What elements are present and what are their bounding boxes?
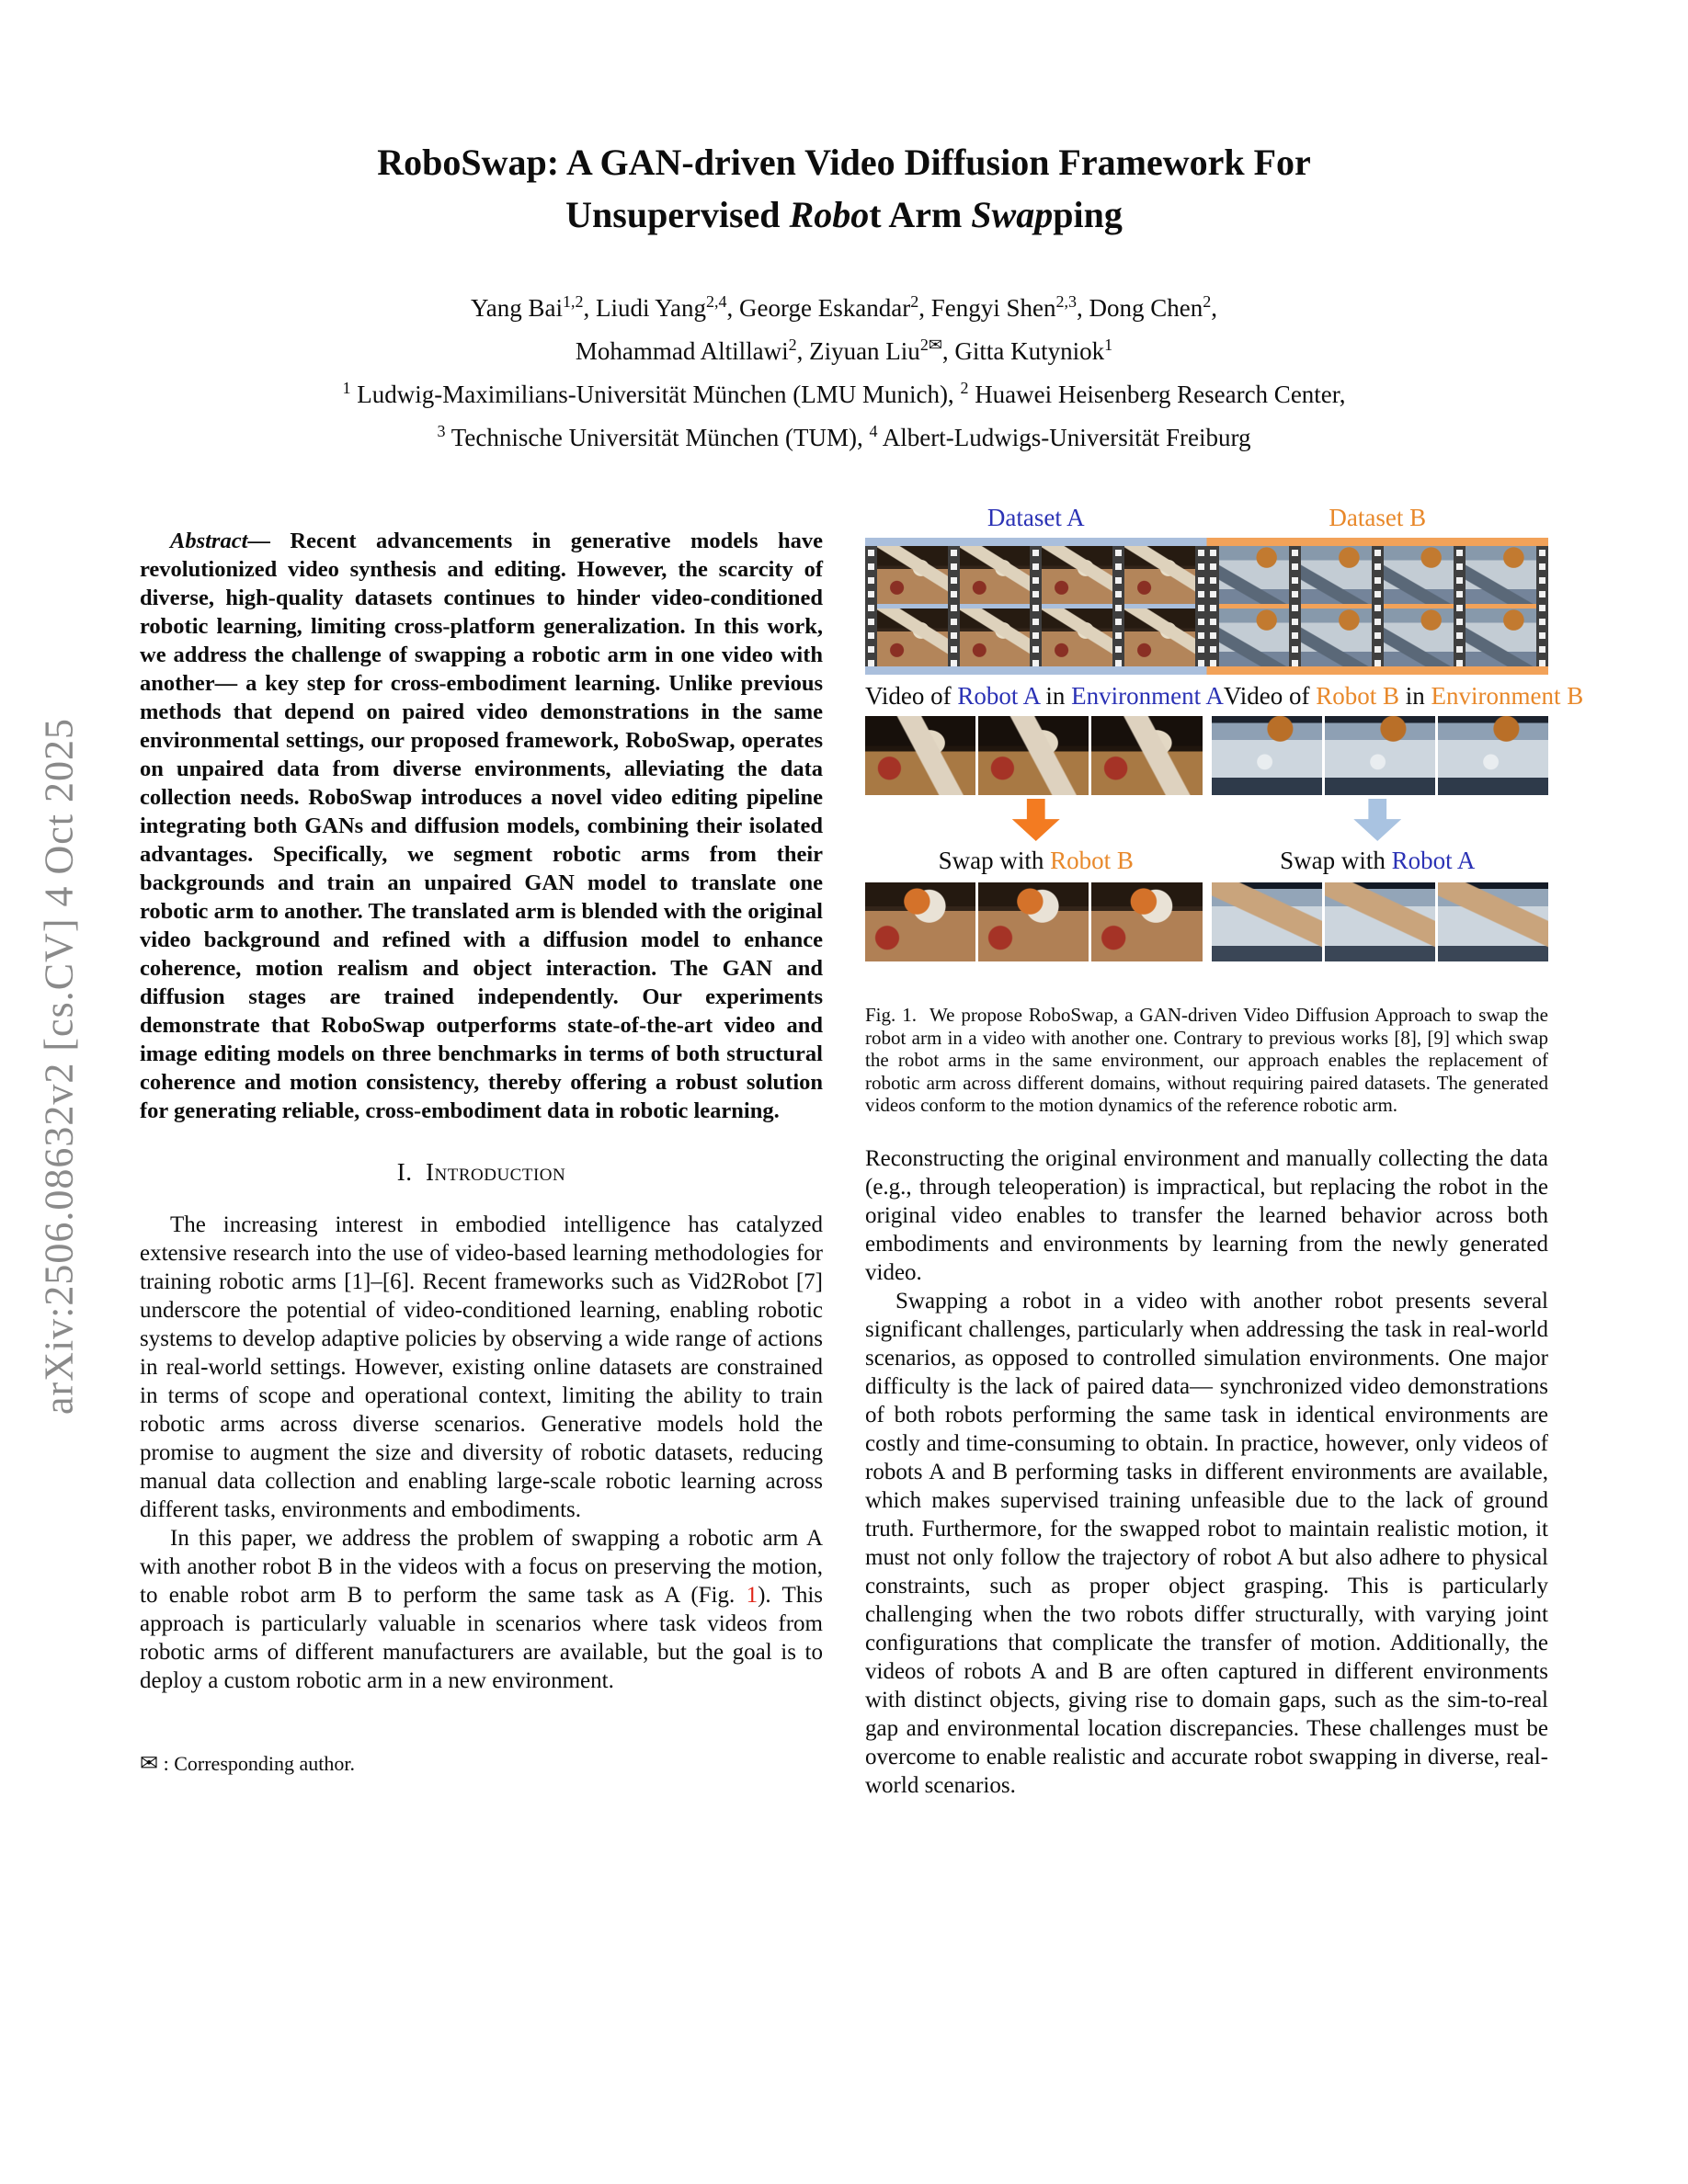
author-name: , Fengyi Shen <box>918 294 1056 322</box>
affiliation-text: Ludwig-Maximilians-Universität München (LMU Munich), <box>350 381 961 408</box>
label-text: Video of <box>865 682 958 710</box>
video-frame-thumb <box>1124 609 1195 666</box>
title-line-2 <box>0 188 1688 241</box>
corresponding-author-footnote <box>140 1750 823 1777</box>
paper-header <box>0 0 1688 456</box>
video-frame-thumb <box>1466 546 1536 604</box>
film-frame-column <box>1219 546 1290 666</box>
title-text: ping <box>1053 194 1123 235</box>
robot-a-label: Robot A <box>1391 847 1476 874</box>
film-frame-column <box>1042 546 1112 666</box>
left-column <box>140 504 823 1777</box>
affiliation-line-2 <box>0 413 1688 456</box>
figure-1-caption <box>865 1004 1548 1117</box>
video-source-labels-row <box>865 682 1584 711</box>
right-column-paragraph-1: Reconstructing the original environment and manually collecting the data (e.g., through teleoperation) is impractical, but replacing the robot in the original video enables to transfer the learned behavior across both embodiments and environments by learning from the newly generated video. <box>865 1145 1548 1285</box>
title-text: Unsupervised <box>565 194 790 235</box>
label-text: in <box>1399 682 1431 710</box>
author-sup: 2,3 <box>1055 292 1077 311</box>
label-text: Swap with <box>938 847 1051 874</box>
down-arrow-icon-blue <box>1353 799 1401 841</box>
author-sup: 2 <box>910 292 919 311</box>
author-sup: 2 <box>1203 292 1212 311</box>
video-frame <box>1091 716 1202 795</box>
video-frame <box>978 716 1089 795</box>
envelope-icon: ✉ <box>140 1751 159 1776</box>
video-frame-thumb <box>1124 546 1195 604</box>
footnote-text: : Corresponding author. <box>158 1751 355 1775</box>
video-frame-thumb <box>960 546 1031 604</box>
figure-1-reference-link[interactable]: 1 <box>746 1582 758 1608</box>
environment-b-label: Environment B <box>1431 682 1584 710</box>
author-line-2 <box>0 326 1688 370</box>
abstract-label: Abstract <box>170 528 248 553</box>
author-sup: 2 <box>788 336 797 354</box>
label-text: in <box>1039 682 1072 710</box>
swap-labels-row <box>865 847 1548 875</box>
affiliation-text: Huawei Heisenberg Research Center, <box>968 381 1346 408</box>
video-frame-thumb <box>1042 546 1112 604</box>
video-frame-thumb <box>1219 546 1290 604</box>
arxiv-watermark: arXiv:2506.08632v2 [cs.CV] 4 Oct 2025 <box>36 718 82 1416</box>
figure-1 <box>865 504 1584 961</box>
right-column <box>865 504 1584 1800</box>
swapped-robot-b-frames <box>865 882 1203 961</box>
title-italic: Robo <box>789 194 870 235</box>
affiliation-line-1 <box>0 370 1688 413</box>
author-name: Yang Bai <box>470 294 564 322</box>
film-sprocket <box>1454 546 1466 666</box>
author-sup: 1 <box>1104 336 1113 354</box>
robot-b-label: Robot B <box>1316 682 1400 710</box>
section-heading-introduction <box>140 1158 823 1187</box>
right-column-paragraph-2: Swapping a robot in a video with another robot presents several significant challenges, particularly when addressing the task in real-world scenarios, as opposed to controlled simulation environments. One major difficulty is the lack of paired data— synchronized video demonstrations of both robots performing the same task in identical environments are costly and time-consuming to obtain. In practice, however, only videos of robots A and B performing tasks in different environments are available, which makes supervised training unfeasible due to the lack of ground truth. Furthermore, for the swapped robot to maintain realistic motion, it must not only follow the trajectory of robot A but also adhere to physical constraints, such as proper object grasping. This is particularly challenging when the two robots differ structurally, with varying joint configurations that complicate the transfer of motion. Additionally, the videos of robots A and B are often captured in different environments with distinct objects, giving rise to domain gaps, such as the sim-to-real gap and environmental location discrepancies. These challenges must be overcome to enable realistic and accurate robot swapping in diverse, real-world scenarios. <box>865 1288 1548 1798</box>
video-frame-thumb <box>877 609 948 666</box>
video-frame <box>1325 716 1435 795</box>
video-frame <box>1438 882 1548 961</box>
video-frame <box>865 882 975 961</box>
dataset-b-label: Dataset B <box>1329 504 1427 531</box>
author-name: , George Eskandar <box>726 294 911 322</box>
robot-b-label: Robot B <box>1050 847 1134 874</box>
video-frame <box>1325 882 1435 961</box>
swap-arrows-row <box>865 799 1548 845</box>
film-sprocket <box>1112 546 1124 666</box>
author-name: , Dong Chen <box>1077 294 1203 322</box>
film-sprocket <box>1536 546 1548 666</box>
paragraph-text: In this paper, we address the problem of swapping a robotic arm A with another robot B in the videos with a focus on preserving the motion, to enable robot arm B to perform the same task as A (Fig. <box>140 1525 823 1608</box>
affiliation-sup: 1 <box>342 379 351 397</box>
paragraph-text: ). This approach is particularly valuable in scenarios where task videos from robotic arms of different manufacturers are available, but the goal is to deploy a custom robotic arm in a new environment. <box>140 1582 824 1693</box>
author-name: Mohammad Altillawi <box>575 337 789 365</box>
video-frame <box>1438 716 1548 795</box>
video-b-label <box>1224 682 1583 711</box>
author-name: , Ziyuan Liu <box>796 337 920 365</box>
film-frame-column <box>1384 546 1454 666</box>
abstract-dash: — <box>247 528 270 553</box>
affiliation-block <box>0 370 1688 456</box>
right-arrow-slot <box>1207 799 1549 845</box>
film-sprocket <box>1030 546 1042 666</box>
video-frame <box>978 882 1089 961</box>
intro-paragraph-1: The increasing interest in embodied intelligence has catalyzed extensive research into the use of video-based learning methodologies for training robotic arms [1]–[6]. Recent frameworks such as Vid2Robot [7] underscore the potential of video-conditioned learning, enabling robotic systems to develop adaptive policies by observing a wide range of actions in real-world settings. However, existing online datasets are constrained in terms of scope and operational context, limiting the ability to train robotic arms across diverse scenarios. Generative models hold the promise to augment the size and diversity of robotic datasets, reducing manual data collection and enabling large-scale robotic learning across different tasks, environments and embodiments. <box>140 1211 823 1522</box>
video-frame-thumb <box>1384 546 1454 604</box>
film-frame-column <box>877 546 948 666</box>
label-text: Swap with <box>1280 847 1392 874</box>
video-frame <box>1212 882 1322 961</box>
affiliation-sup: 2 <box>960 379 969 397</box>
robot-a-label: Robot A <box>957 682 1040 710</box>
filmstrip <box>865 538 1548 675</box>
video-frame-thumb <box>1042 609 1112 666</box>
two-column-body <box>0 504 1688 1800</box>
section-number: I. <box>396 1157 413 1186</box>
environment-a-label: Environment A <box>1071 682 1224 710</box>
figure-caption-tag: Fig. 1. <box>865 1004 917 1026</box>
title-line-1: RoboSwap: A GAN-driven Video Diffusion Framework For <box>377 142 1311 183</box>
video-frame <box>1212 716 1322 795</box>
film-sprocket <box>1195 546 1207 666</box>
author-sup: 2✉ <box>919 336 942 354</box>
author-line-1 <box>0 283 1688 326</box>
film-frame-column <box>1466 546 1536 666</box>
author-sup: 2,4 <box>706 292 727 311</box>
label-text: Video of <box>1223 682 1317 710</box>
dataset-labels-row <box>865 504 1548 532</box>
swap-with-robot-b-label <box>865 847 1207 875</box>
abstract-paragraph <box>140 527 823 1125</box>
video-frame-thumb <box>877 546 948 604</box>
video-frame <box>865 716 975 795</box>
section-title: Introduction <box>426 1157 566 1186</box>
affiliation-text: Technische Universität München (TUM), <box>445 424 870 451</box>
affiliation-text: Albert-Ludwigs-Universität Freiburg <box>877 424 1251 451</box>
author-name: , Liudi Yang <box>583 294 707 322</box>
video-a-label <box>865 682 1224 711</box>
video-frame-thumb <box>1301 546 1372 604</box>
robot-a-video-frames <box>865 716 1203 795</box>
abstract-text: Recent advancements in generative models have revolutionized video synthesis and editing. However, the scarcity of diverse, high-quality datasets continues to hinder video-conditioned robotic learning, limiting cross-platform generalization. In this work, we address the challenge of swapping a robotic arm in one video with another— a key step for cross-embodiment learning. Unlike previous methods that depend on paired video demonstrations in the same environmental settings, our proposed framework, RoboSwap, operates on unpaired data from diverse environments, alleviating the data collection needs. RoboSwap introduces a novel video editing pipeline integrating both GANs and diffusion models, combining their isolated advantages. Specifically, we segment robotic arms from their backgrounds and train an unpaired GAN model to translate one robotic arm to another. The translated arm is blended with the original video background and refined with a diffusion model to enhance coherence, motion realism and object interaction. The GAN and diffusion stages are trained independently. Our experiments demonstrate that RoboSwap outperforms state-of-the-art video and image editing models on three benchmarks in terms of both structural coherence and motion consistency, thereby offering a robust solution for generating reliable, cross-embodiment data in robotic learning. <box>140 528 823 1123</box>
swap-with-robot-a-label <box>1207 847 1549 875</box>
swapped-video-frames-row <box>865 882 1548 961</box>
video-frame <box>1091 882 1202 961</box>
source-video-frames-row <box>865 716 1548 795</box>
author-name: , <box>1211 294 1217 322</box>
title-text: t Arm <box>869 194 972 235</box>
swapped-robot-a-frames <box>1212 882 1549 961</box>
affiliation-sup: 4 <box>869 422 878 440</box>
author-block <box>0 283 1688 370</box>
dataset-a-label: Dataset A <box>987 504 1085 531</box>
intro-paragraph-2 <box>140 1524 823 1695</box>
left-arrow-slot <box>865 799 1207 845</box>
video-frame-thumb <box>1219 609 1290 666</box>
video-frame-thumb <box>960 609 1031 666</box>
filmstrip-dataset-a <box>865 546 1207 666</box>
film-sprocket <box>948 546 960 666</box>
film-frame-column <box>1301 546 1372 666</box>
down-arrow-icon-orange <box>1012 799 1060 841</box>
video-frame-thumb <box>1384 609 1454 666</box>
author-name: , Gitta Kutyniok <box>941 337 1105 365</box>
title-italic: Swap <box>971 194 1054 235</box>
affiliation-sup: 3 <box>437 422 446 440</box>
film-sprocket <box>1207 546 1219 666</box>
paper-title <box>0 136 1688 241</box>
film-frame-column <box>960 546 1031 666</box>
author-sup: 1,2 <box>563 292 584 311</box>
film-frame-column <box>1124 546 1195 666</box>
film-sprocket <box>1289 546 1301 666</box>
figure-caption-text: We propose RoboSwap, a GAN-driven Video Diffusion Approach to swap the robot arm in a video with another one. Contrary to previous works [8], [9] which swap the robot arms in the same environment, our approach enables the replacement of robotic arm across different domains, without requiring paired datasets. The generated videos conform to the motion dynamics of the reference robotic arm. <box>865 1004 1548 1116</box>
video-frame-thumb <box>1301 609 1372 666</box>
robot-b-video-frames <box>1212 716 1549 795</box>
film-sprocket <box>865 546 877 666</box>
filmstrip-dataset-b <box>1207 546 1549 666</box>
video-frame-thumb <box>1466 609 1536 666</box>
film-sprocket <box>1372 546 1384 666</box>
